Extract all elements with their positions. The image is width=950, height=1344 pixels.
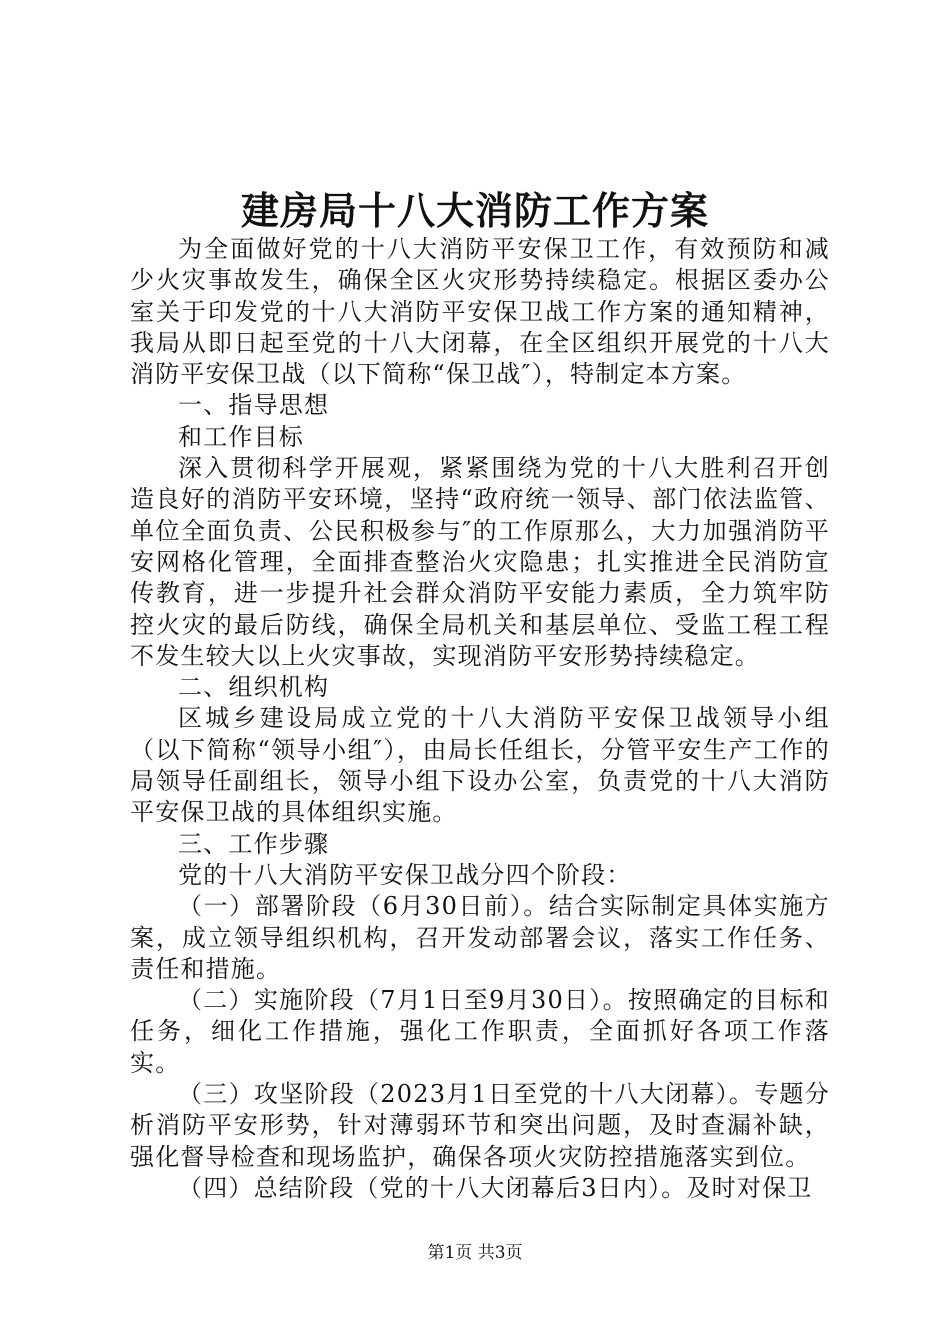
paragraph-steps-intro: 党的十八大消防平安保卫战分四个阶段： [178,860,632,889]
paragraph-step-4: （四）总结阶段（党的十八大闭幕后3日内）。及时对保卫 [178,1173,813,1202]
heading-guiding-thought: 一、指导思想 [178,391,330,420]
page-number-footer: 第1页 共3页 [427,1243,523,1263]
paragraph-step-3: （三）攻坚阶段（2023月1日至党的十八大闭幕）。专题分析消防平安形势，针对薄弱环节和突出问题，及时查漏补缺，强化督导检查和现场监护，确保各项火灾防控措施落实到位。 [130,1080,830,1171]
paragraph-step-2: （二）实施阶段（7月1日至9月30日）。按照确定的目标和任务，细化工作措施，强化工作职责，全面抓好各项工作落实。 [130,986,830,1077]
paragraph-guiding-thought: 深入贯彻科学开展观，紧紧围绕为党的十八大胜利召开创造良好的消防平安环境，坚持“政府统一领导、部门依法监管、单位全面负责、公民积极参与″的工作原那么，大力加强消防平安网格化管理，全面排查整治火灾隐患；扎实推进全民消防宣传教育，进一步提升社会群众消防平安能力素质，全力筑牢防控火灾的最后防线，确保全局机关和基层单位、受监工程工程不发生较大以上火灾事故，实现消防平安形势持续稳定。 [130,454,830,670]
heading-work-goal: 和工作目标 [178,422,304,451]
document-body [130,234,830,1204]
heading-work-steps: 三、工作步骤 [178,829,330,858]
document-title: 建房局十八大消防工作方案 [240,188,709,233]
paragraph-organization: 区城乡建设局成立党的十八大消防平安保卫战领导小组（以下简称“领导小组″），由局长任组长，分管平安生产工作的局领导任副组长，领导小组下设办公室，负责党的十八大消防平安保卫战的具体组织实施。 [130,704,830,827]
paragraph-step-1: （一）部署阶段（6月30日前）。结合实际制定具体实施方案，成立领导组织机构，召开发动部署会议，落实工作任务、责任和措施。 [130,892,830,983]
paragraph-intro: 为全面做好党的十八大消防平安保卫工作，有效预防和减少火灾事故发生，确保全区火灾形势持续稳定。根据区委办公室关于印发党的十八大消防平安保卫战工作方案的通知精神，我局从即日起至党的十八大闭幕，在全区组织开展党的十八大消防平安保卫战（以下简称“保卫战″），特制定本方案。 [130,235,830,389]
heading-organization: 二、组织机构 [178,673,330,702]
